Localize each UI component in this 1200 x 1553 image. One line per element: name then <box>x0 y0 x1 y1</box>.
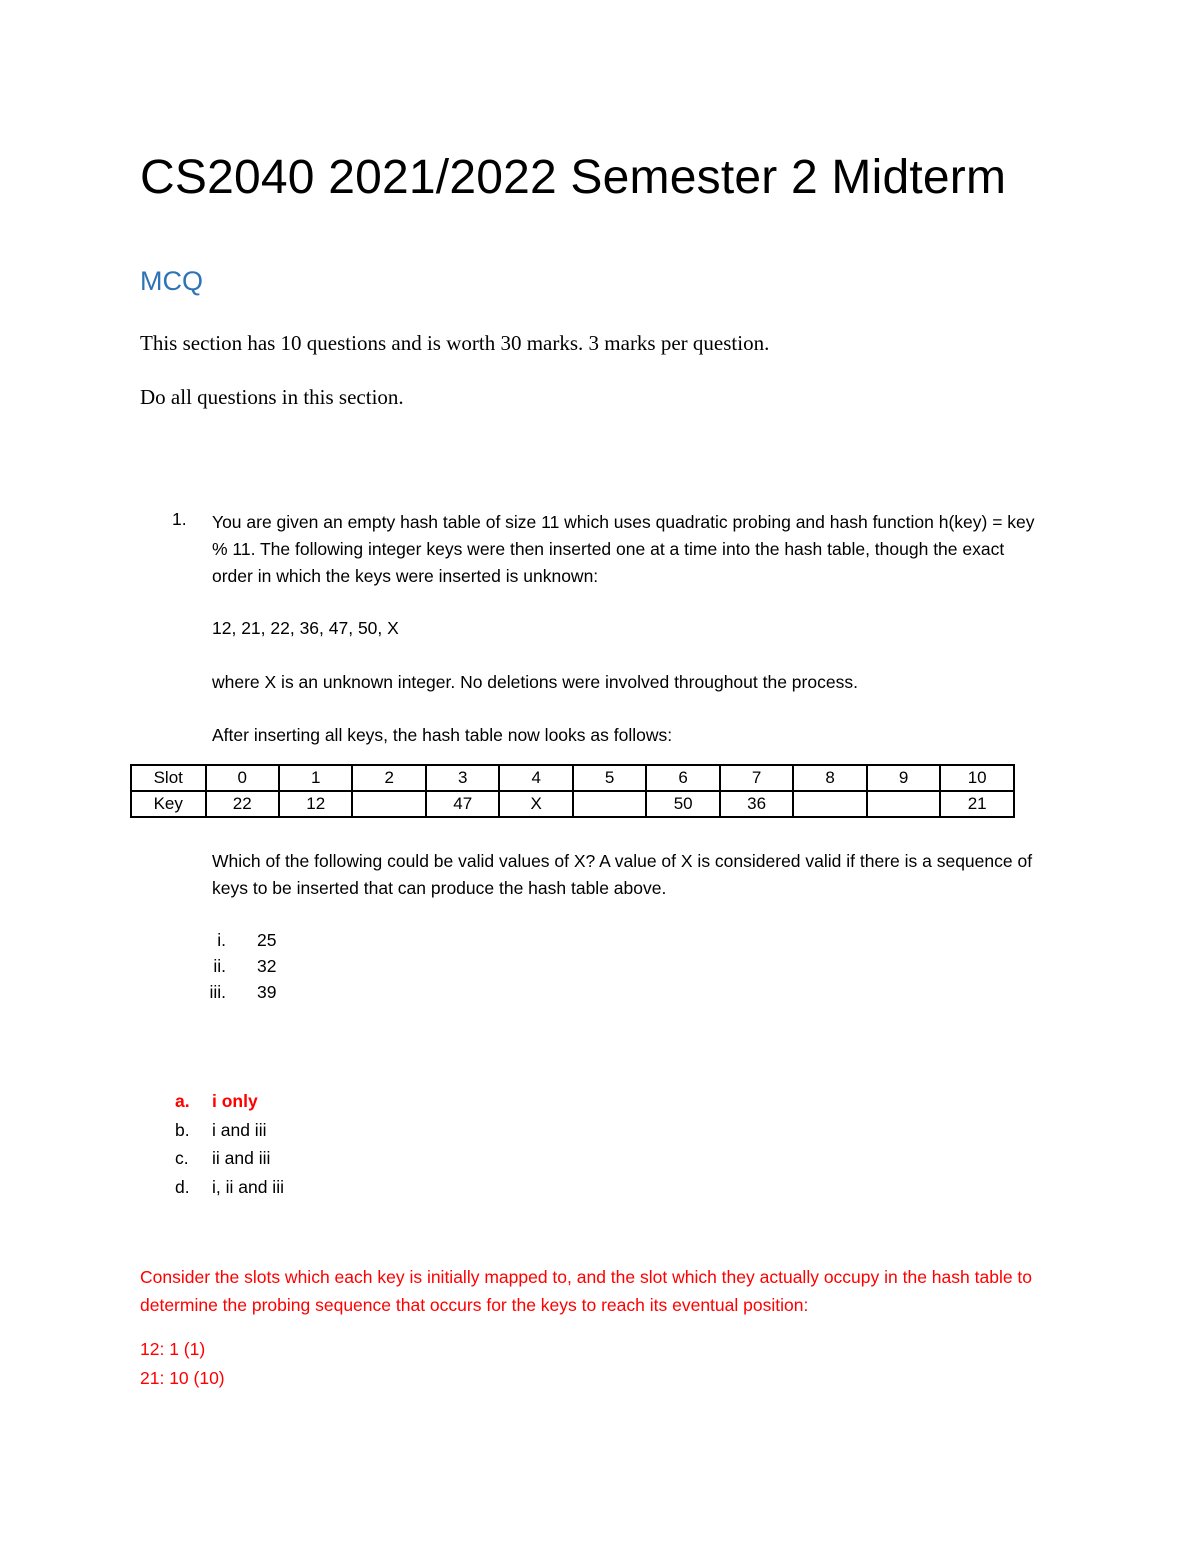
candidate-label: iii. <box>209 982 226 1002</box>
table-cell: 7 <box>720 765 793 791</box>
table-cell: Slot <box>131 765 206 791</box>
keys-line: 12, 21, 22, 36, 47, 50, X <box>212 618 399 638</box>
question-paragraph: where X is an unknown integer. No deletions were involved throughout the process. <box>212 672 858 692</box>
table-cell <box>573 791 646 817</box>
option-letter: d. <box>175 1177 190 1197</box>
table-cell: 50 <box>646 791 719 817</box>
table-cell: 2 <box>352 765 425 791</box>
table-cell <box>352 791 425 817</box>
table-cell: 22 <box>206 791 279 817</box>
answer-explanation: Consider the slots which each key is initially mapped to, and the slot which they actually occupy in the hash table to determine the probing sequence that occurs for the keys to reach its eventual position: <box>140 1267 1033 1315</box>
option-correct-answer: i only <box>212 1091 258 1111</box>
document-title: CS2040 2021/2022 Semester 2 Midterm <box>140 151 1007 204</box>
option-letter: c. <box>175 1148 189 1168</box>
option-text: i, ii and iii <box>212 1177 284 1197</box>
question-paragraph: Which of the following could be valid values of X? A value of X is considered valid if there is a sequence of keys to be inserted that can produce the hash table above. <box>212 851 1033 898</box>
question-paragraph: You are given an empty hash table of size 11 which uses quadratic probing and hash function h(key) = key % 11. The following integer keys were then inserted one at a time into the hash table, though the exact order in which the keys were inserted is unknown: <box>212 512 1035 586</box>
option-text: i and iii <box>212 1120 267 1140</box>
candidate-label: i. <box>217 930 226 950</box>
probe-line: 21: 10 (10) <box>140 1368 225 1388</box>
candidate-label: ii. <box>213 956 226 976</box>
table-cell: 1 <box>279 765 352 791</box>
question-paragraph: After inserting all keys, the hash table now looks as follows: <box>212 725 673 745</box>
table-cell <box>793 791 866 817</box>
table-cell <box>867 791 940 817</box>
table-cell: 10 <box>940 765 1014 791</box>
table-cell: 9 <box>867 765 940 791</box>
table-cell: 12 <box>279 791 352 817</box>
table-row <box>131 791 1014 817</box>
candidate-value: 25 <box>257 930 277 950</box>
table-cell: 4 <box>499 765 572 791</box>
table-cell: 0 <box>206 765 279 791</box>
table-cell: 8 <box>793 765 866 791</box>
candidate-value: 32 <box>257 956 277 976</box>
candidate-value: 39 <box>257 982 277 1002</box>
option-text: ii and iii <box>212 1148 271 1168</box>
section-heading: MCQ <box>140 266 203 296</box>
table-cell: 47 <box>426 791 499 817</box>
table-cell: 6 <box>646 765 719 791</box>
intro-text: This section has 10 questions and is worth 30 marks. 3 marks per question. <box>140 331 770 355</box>
table-cell: Key <box>131 791 206 817</box>
table-row <box>131 765 1014 791</box>
table-cell: 21 <box>940 791 1014 817</box>
probe-line: 12: 1 (1) <box>140 1339 206 1359</box>
table-cell: 5 <box>573 765 646 791</box>
table-cell: X <box>499 791 572 817</box>
option-letter: a. <box>175 1091 190 1111</box>
question-number: 1. <box>172 509 187 529</box>
option-letter: b. <box>175 1120 190 1140</box>
hash-table <box>130 764 1015 818</box>
instruction-text: Do all questions in this section. <box>140 385 404 409</box>
table-cell: 36 <box>720 791 793 817</box>
table-cell: 3 <box>426 765 499 791</box>
